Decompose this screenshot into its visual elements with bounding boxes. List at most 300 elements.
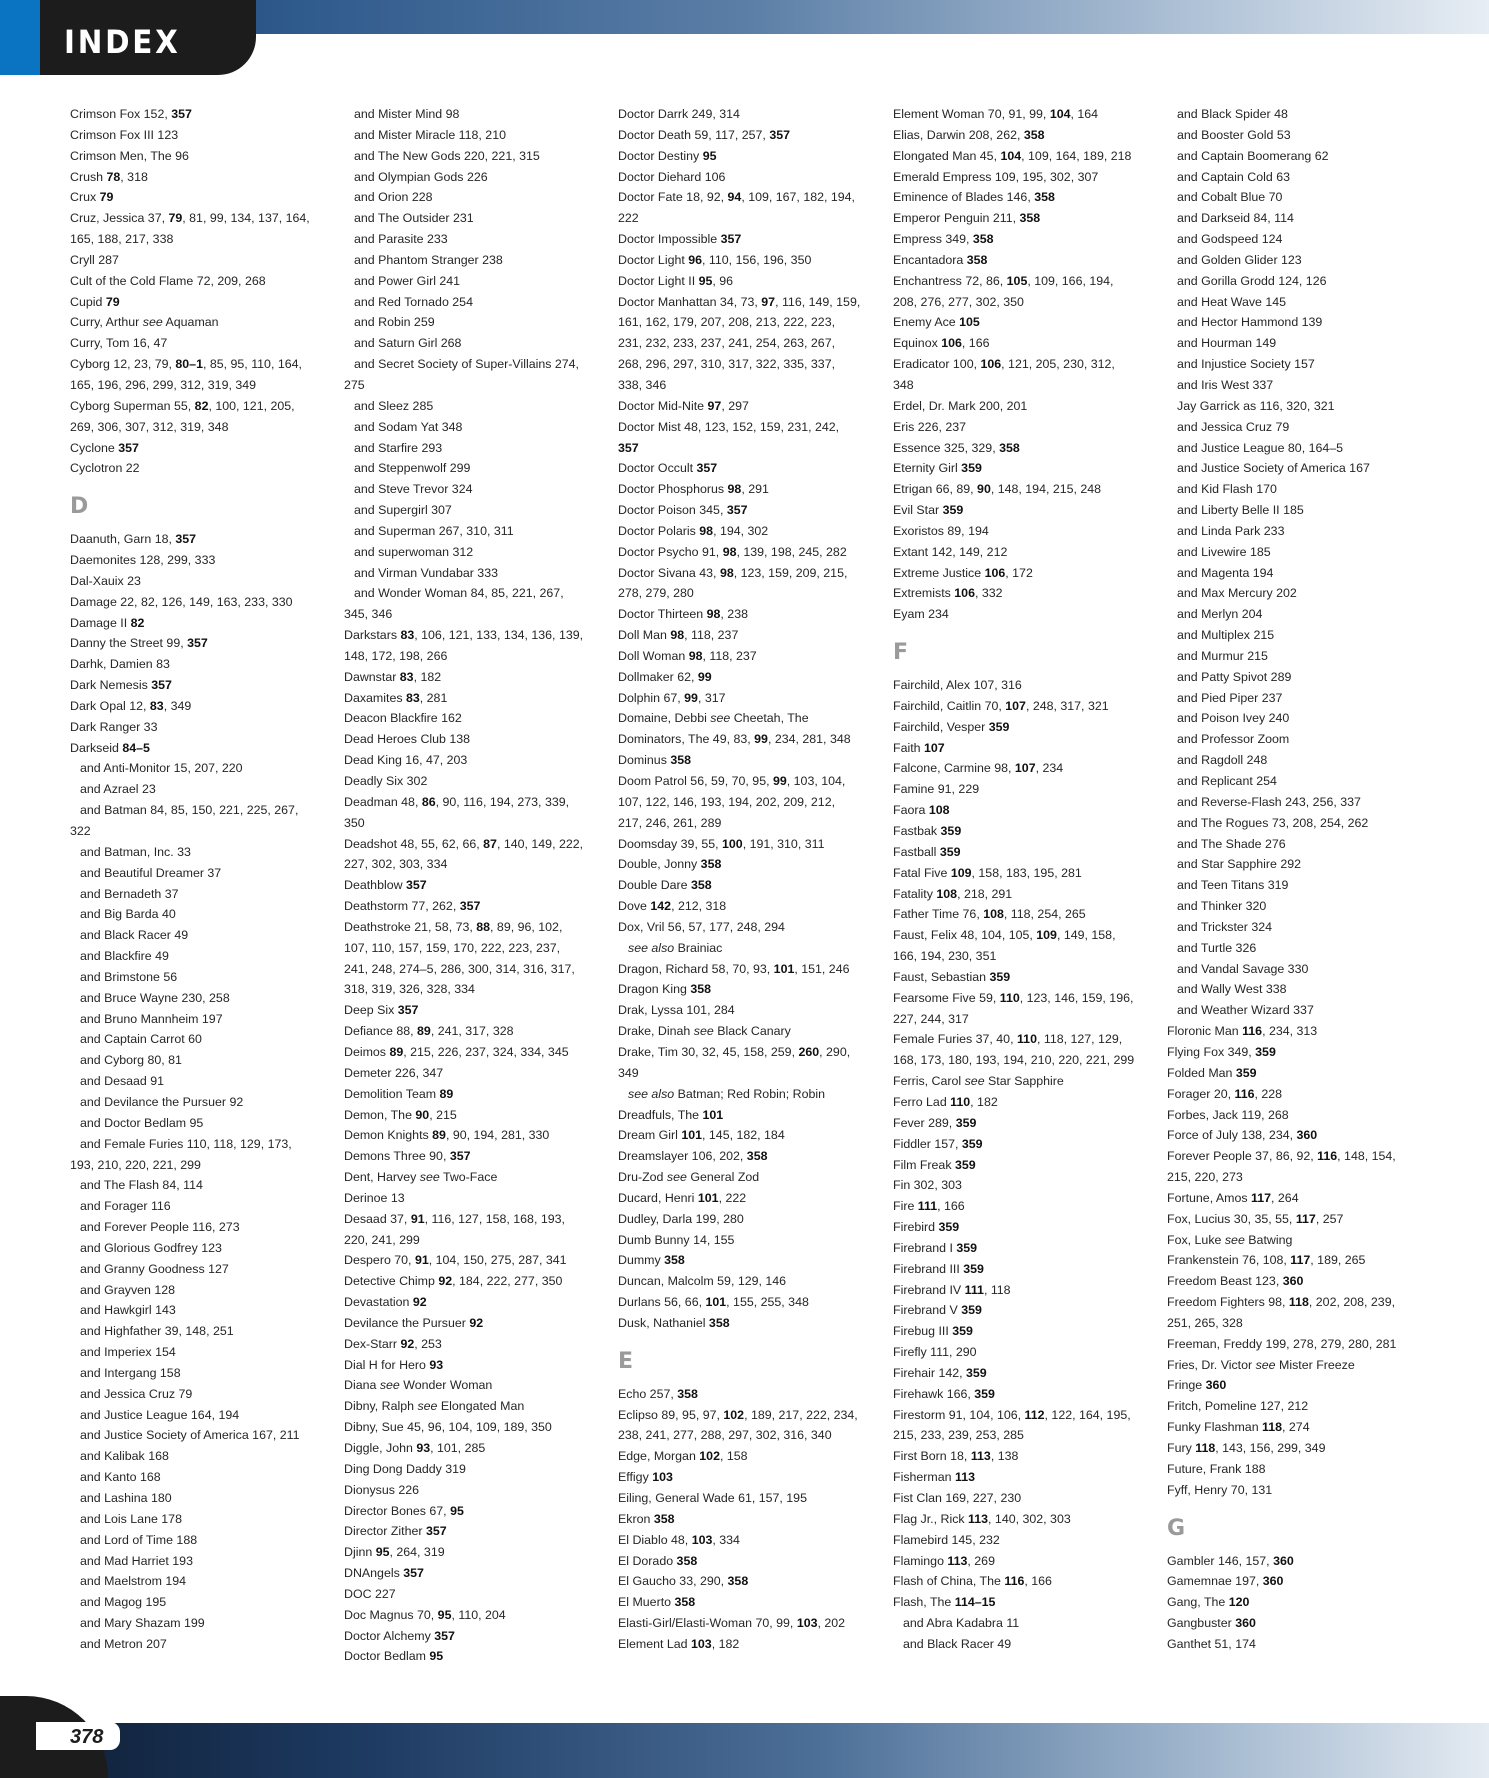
index-column-4 <box>893 104 1155 1655</box>
index-subentry: and Bernadeth 37 <box>80 886 179 901</box>
index-entry: Doctor Destiny 95 <box>618 148 717 163</box>
index-entry: Fortune, Amos 117, 264 <box>1167 1190 1299 1205</box>
index-entry: Firefly 111, 290 <box>893 1345 977 1360</box>
index-entry-continued: 357 <box>618 440 639 455</box>
index-entry: Dominus 358 <box>618 753 692 768</box>
index-entry: Despero 70, 91, 104, 150, 275, 287, 341 <box>344 1253 567 1268</box>
index-subentry: and Superman 267, 310, 311 <box>354 523 514 538</box>
index-entry: Doctor Sivana 43, 98, 123, 159, 209, 215, <box>618 565 848 580</box>
index-subentry: and Mad Harriet 193 <box>80 1553 193 1568</box>
index-entry: Extreme Justice 106, 172 <box>893 565 1033 580</box>
index-entry: Flash of China, The 116, 166 <box>893 1574 1052 1589</box>
index-entry: Dent, Harvey see Two-Face <box>344 1170 498 1185</box>
index-entry: Father Time 76, 108, 118, 254, 265 <box>893 907 1086 922</box>
index-subentry: Jay Garrick as 116, 320, 321 <box>1177 398 1335 413</box>
index-entry-continued: 165, 196, 296, 299, 312, 319, 349 <box>70 377 257 392</box>
index-subentry: and Steppenwolf 299 <box>354 461 471 476</box>
index-entry: Fist Clan 169, 227, 230 <box>893 1491 1022 1505</box>
index-subentry: and Poison Ivey 240 <box>1177 711 1290 726</box>
index-entry: Fringe 360 <box>1167 1378 1227 1393</box>
index-entry-continued: 166, 194, 230, 351 <box>893 949 997 964</box>
section-gap <box>618 1334 880 1347</box>
index-entry-continued: 208, 276, 277, 302, 350 <box>893 294 1024 309</box>
index-subentry: and Desaad 91 <box>80 1074 165 1089</box>
section-letter: F <box>893 640 909 666</box>
index-entry: Darhk, Damien 83 <box>70 657 170 672</box>
index-entry: Freedom Beast 123, 360 <box>1167 1274 1304 1289</box>
index-entry: Dolphin 67, 99, 317 <box>618 690 726 705</box>
index-subentry: and Murmur 215 <box>1177 648 1268 663</box>
index-entry: Flag Jr., Rick 113, 140, 302, 303 <box>893 1511 1071 1526</box>
index-entry-continued: 345, 346 <box>344 607 393 622</box>
section-gap <box>70 479 332 492</box>
index-subentry: and Forever People 116, 273 <box>80 1220 240 1235</box>
index-entry: Dudley, Darla 199, 280 <box>618 1211 744 1226</box>
index-entry: Fury 118, 143, 156, 299, 349 <box>1167 1441 1326 1455</box>
index-entry: Drak, Lyssa 101, 284 <box>618 1003 735 1018</box>
index-entry: Drake, Tim 30, 32, 45, 158, 259, 260, 290, <box>618 1044 851 1059</box>
section-letter: D <box>70 494 89 520</box>
index-entry: Dial H for Hero 93 <box>344 1357 444 1372</box>
section-letter: G <box>1167 1515 1186 1541</box>
index-entry: Devilance the Pursuer 92 <box>344 1315 484 1330</box>
index-entry: Doctor Impossible 357 <box>618 232 742 247</box>
index-entry: Flamingo 113, 269 <box>893 1553 995 1568</box>
index-entry: Doctor Bedlam 95 <box>344 1649 444 1664</box>
index-entry: Cult of the Cold Flame 72, 209, 268 <box>70 273 266 288</box>
index-entry: Defiance 88, 89, 241, 317, 328 <box>344 1024 514 1039</box>
index-entry: Extremists 106, 332 <box>893 586 1003 601</box>
index-entry: Crimson Fox 152, 357 <box>70 107 192 121</box>
index-entry: Djinn 95, 264, 319 <box>344 1545 445 1560</box>
index-subentry: and Kalibak 168 <box>80 1449 169 1464</box>
index-entry-continued: 227, 302, 303, 334 <box>344 857 448 872</box>
index-entry: Etrigan 66, 89, 90, 148, 194, 215, 248 <box>893 482 1102 497</box>
index-entry: Firehair 142, 359 <box>893 1365 987 1380</box>
index-entry: Flamebird 145, 232 <box>893 1532 1000 1547</box>
index-entry: Film Freak 359 <box>893 1157 976 1172</box>
index-entry: Eminence of Blades 146, 358 <box>893 190 1055 205</box>
index-entry: Deadly Six 302 <box>344 774 428 788</box>
index-subentry: and Mister Miracle 118, 210 <box>354 127 506 142</box>
index-entry: Doctor Darrk 249, 314 <box>618 107 740 121</box>
index-entry-continued: 322 <box>70 824 91 838</box>
index-entry: Doctor Mist 48, 123, 152, 159, 231, 242, <box>618 419 840 434</box>
index-entry: Doctor Light II 95, 96 <box>618 273 734 288</box>
index-entry: Doomsday 39, 55, 100, 191, 310, 311 <box>618 836 825 851</box>
index-subentry: and Big Barda 40 <box>80 907 176 922</box>
index-entry: Enemy Ace 105 <box>893 315 980 330</box>
index-entry: Deathstorm 77, 262, 357 <box>344 899 481 914</box>
index-subentry: and Sodam Yat 348 <box>354 419 463 434</box>
index-subentry: and Max Mercury 202 <box>1177 586 1297 601</box>
index-entry-continued: 148, 172, 198, 266 <box>344 648 448 663</box>
index-entry: DNAngels 357 <box>344 1566 424 1581</box>
index-entry: Dal-Xauix 23 <box>70 573 141 588</box>
index-entry: Erdel, Dr. Mark 200, 201 <box>893 398 1028 413</box>
index-entry: Durlans 56, 66, 101, 155, 255, 348 <box>618 1295 809 1310</box>
index-entry: Damage II 82 <box>70 615 145 630</box>
index-entry: Cruz, Jessica 37, 79, 81, 99, 134, 137, 164, <box>70 211 310 226</box>
index-entry: Deadman 48, 86, 90, 116, 194, 273, 339, <box>344 794 570 809</box>
index-entry: Curry, Tom 16, 47 <box>70 336 168 351</box>
index-entry-continued: 349 <box>618 1065 639 1080</box>
index-entry: Frankenstein 76, 108, 117, 189, 265 <box>1167 1253 1366 1268</box>
index-entry: Equinox 106, 166 <box>893 336 990 351</box>
index-entry: Deathstroke 21, 58, 73, 88, 89, 96, 102, <box>344 919 563 934</box>
index-subentry: and Red Tornado 254 <box>354 294 473 309</box>
index-entry: Dragon King 358 <box>618 982 712 997</box>
index-entry-continued: 215, 220, 273 <box>1167 1170 1243 1185</box>
index-subentry: and Bruce Wayne 230, 258 <box>80 990 230 1005</box>
index-entry-continued: 168, 173, 180, 193, 194, 210, 220, 221, 299 <box>893 1053 1135 1068</box>
index-entry: Faust, Felix 48, 104, 105, 109, 149, 158, <box>893 928 1116 943</box>
index-subentry: and Black Racer 49 <box>903 1636 1012 1651</box>
index-subentry: and Steve Trevor 324 <box>354 482 473 497</box>
index-entry: Eris 226, 237 <box>893 419 967 434</box>
index-subentry: and Star Sapphire 292 <box>1177 857 1301 872</box>
index-entry: Faith 107 <box>893 740 945 755</box>
index-subentry: and Brimstone 56 <box>80 969 178 984</box>
index-entry: Fisherman 113 <box>893 1470 975 1485</box>
index-entry: Director Bones 67, 95 <box>344 1503 464 1518</box>
index-entry: Cyborg Superman 55, 82, 100, 121, 205, <box>70 398 295 413</box>
index-subentry: and Ragdoll 248 <box>1177 753 1268 768</box>
index-entry: Firebird 359 <box>893 1220 960 1235</box>
index-subentry: and Power Girl 241 <box>354 273 461 288</box>
index-entry: Dummy 358 <box>618 1253 685 1268</box>
index-column-3 <box>618 104 880 1655</box>
index-subentry: and Darkseid 84, 114 <box>1177 211 1294 226</box>
index-entry: Ferro Lad 110, 182 <box>893 1094 998 1109</box>
index-entry: Dark Ranger 33 <box>70 719 158 734</box>
index-subentry: and Mister Mind 98 <box>354 107 460 121</box>
section-gap <box>1167 1501 1429 1514</box>
index-subentry: and Azrael 23 <box>80 782 156 797</box>
index-entry: Cryll 287 <box>70 252 119 267</box>
index-subentry: and Godspeed 124 <box>1177 232 1283 247</box>
index-entry-continued: 269, 306, 307, 312, 319, 348 <box>70 419 229 434</box>
index-entry: Freedom Fighters 98, 118, 202, 208, 239, <box>1167 1295 1396 1310</box>
index-subentry: and Glorious Godfrey 123 <box>80 1240 222 1255</box>
index-subentry: and Replicant 254 <box>1177 774 1277 788</box>
index-subentry: and Booster Gold 53 <box>1177 127 1291 142</box>
index-entry: Doc Magnus 70, 95, 110, 204 <box>344 1607 506 1622</box>
index-entry: Doctor Fate 18, 92, 94, 109, 167, 182, 194, <box>618 190 855 205</box>
index-subentry: and The Rogues 73, 208, 254, 262 <box>1177 815 1369 830</box>
index-entry: Echo 257, 358 <box>618 1386 698 1401</box>
page-number: 378 <box>70 1726 104 1748</box>
index-subentry: and The Shade 276 <box>1177 836 1286 851</box>
index-entry-continued: 220, 241, 299 <box>344 1232 420 1247</box>
index-entry: Dreadfuls, The 101 <box>618 1107 724 1122</box>
index-entry: Doom Patrol 56, 59, 70, 95, 99, 103, 104, <box>618 774 846 788</box>
index-entry: Eradicator 100, 106, 121, 205, 230, 312, <box>893 357 1115 372</box>
index-entry: Dark Nemesis 357 <box>70 678 172 693</box>
index-entry: Floronic Man 116, 234, 313 <box>1167 1024 1318 1039</box>
index-subentry: and Lois Lane 178 <box>80 1511 182 1526</box>
index-subentry: and Magog 195 <box>80 1595 167 1610</box>
index-entry: Doctor Thirteen 98, 238 <box>618 607 748 622</box>
index-subentry: and Patty Spivot 289 <box>1177 669 1292 684</box>
index-entry-continued: 350 <box>344 815 365 830</box>
index-entry: Ferris, Carol see Star Sapphire <box>893 1074 1064 1089</box>
index-column-2 <box>344 104 606 1667</box>
index-entry: Double, Jonny 358 <box>618 857 722 872</box>
index-subentry: and Multiplex 215 <box>1177 628 1275 643</box>
index-entry: Firehawk 166, 359 <box>893 1386 995 1401</box>
index-subentry: and Anti-Monitor 15, 207, 220 <box>80 761 243 776</box>
index-subentry: and Forager 116 <box>80 1199 171 1214</box>
index-entry: Future, Frank 188 <box>1167 1461 1266 1476</box>
index-subentry: and Vandal Savage 330 <box>1177 961 1309 976</box>
index-entry: Fyff, Henry 70, 131 <box>1167 1482 1273 1497</box>
index-entry: DOC 227 <box>344 1586 396 1601</box>
index-entry: Empress 349, 358 <box>893 232 994 247</box>
index-subentry: and The Flash 84, 114 <box>80 1178 203 1193</box>
index-entry: Dru-Zod see General Zod <box>618 1170 760 1185</box>
index-entry: Damage 22, 82, 126, 149, 163, 233, 330 <box>70 594 293 609</box>
index-entry: Eclipso 89, 95, 97, 102, 189, 217, 222, 234, <box>618 1407 858 1422</box>
index-entry-continued: 107, 122, 146, 193, 194, 202, 209, 212, <box>618 794 836 809</box>
index-entry: Emperor Penguin 211, 358 <box>893 211 1041 226</box>
index-entry: Cyclotron 22 <box>70 461 140 476</box>
index-subentry: and Blackfire 49 <box>80 949 169 964</box>
index-entry: First Born 18, 113, 138 <box>893 1449 1019 1464</box>
index-entry: Fire 111, 166 <box>893 1199 965 1214</box>
index-entry: Gangbuster 360 <box>1167 1616 1256 1631</box>
index-subentry: and Iris West 337 <box>1177 377 1274 392</box>
index-entry: Fever 289, 359 <box>893 1115 977 1130</box>
index-entry: Firestorm 91, 104, 106, 112, 122, 164, 195, <box>893 1407 1131 1422</box>
index-entry: Element Lad 103, 182 <box>618 1636 740 1651</box>
index-subentry: and Abra Kadabra 11 <box>903 1616 1020 1631</box>
index-entry: Doctor Phosphorus 98, 291 <box>618 482 769 497</box>
index-subentry: and The New Gods 220, 221, 315 <box>354 148 540 163</box>
index-subentry: and Jessica Cruz 79 <box>1177 419 1290 434</box>
index-entry-continued: 251, 265, 328 <box>1167 1315 1243 1330</box>
index-entry: Edge, Morgan 102, 158 <box>618 1449 748 1464</box>
index-entry: Doctor Diehard 106 <box>618 169 726 184</box>
index-entry: Firebrand IV 111, 118 <box>893 1282 1011 1297</box>
index-entry: Dawnstar 83, 182 <box>344 669 442 684</box>
index-entry: El Gaucho 33, 290, 358 <box>618 1574 749 1589</box>
index-entry: Ding Dong Daddy 319 <box>344 1461 466 1476</box>
index-entry-continued: 268, 296, 297, 310, 317, 322, 335, 337, <box>618 357 836 372</box>
index-entry: Doctor Poison 345, 357 <box>618 503 748 518</box>
index-entry: Firebrand I 359 <box>893 1240 978 1255</box>
index-entry-continued: 275 <box>344 377 365 392</box>
section-letter: E <box>618 1348 634 1374</box>
index-subentry: and The Outsider 231 <box>354 211 474 226</box>
index-subentry: and Batman, Inc. 33 <box>80 844 191 859</box>
index-subentry: and Hector Hammond 139 <box>1177 315 1323 330</box>
index-entry: Freeman, Freddy 199, 278, 279, 280, 281 <box>1167 1336 1397 1351</box>
index-subentry: and Granny Goodness 127 <box>80 1261 229 1276</box>
index-entry: Dark Opal 12, 83, 349 <box>70 698 192 713</box>
index-entry: Drake, Dinah see Black Canary <box>618 1024 791 1039</box>
index-subentry: and Intergang 158 <box>80 1365 181 1380</box>
index-entry-continued: 338, 346 <box>618 377 667 392</box>
index-entry: Flash, The 114–15 <box>893 1595 996 1610</box>
index-entry: Demon, The 90, 215 <box>344 1107 457 1122</box>
index-entry: Fox, Luke see Batwing <box>1167 1232 1293 1247</box>
index-subentry: and Merlyn 204 <box>1177 607 1263 622</box>
index-subentry: and Virman Vundabar 333 <box>354 565 498 580</box>
index-entry: Dream Girl 101, 145, 182, 184 <box>618 1128 785 1143</box>
index-subentry: and Secret Society of Super-Villains 274, <box>354 357 579 372</box>
index-entry: Deimos 89, 215, 226, 237, 324, 334, 345 <box>344 1044 569 1059</box>
index-subentry: and Justice Society of America 167 <box>1177 461 1370 476</box>
index-subentry: and Parasite 233 <box>354 232 448 247</box>
index-subentry: and Hourman 149 <box>1177 336 1277 351</box>
index-entry-continued: 238, 241, 277, 288, 297, 302, 316, 340 <box>618 1428 832 1443</box>
index-subentry: and Justice League 80, 164–5 <box>1177 440 1344 455</box>
index-subentry: and Lord of Time 188 <box>80 1532 198 1547</box>
index-entry: Fastball 359 <box>893 844 961 859</box>
index-subentry: and Professor Zoom <box>1177 732 1290 747</box>
index-entry: Doctor Mid-Nite 97, 297 <box>618 398 749 413</box>
index-entry: Dead Heroes Club 138 <box>344 732 471 747</box>
index-entry: Deep Six 357 <box>344 1003 419 1018</box>
index-entry: Fox, Lucius 30, 35, 55, 117, 257 <box>1167 1211 1344 1226</box>
index-entry: Flying Fox 349, 359 <box>1167 1044 1276 1059</box>
index-entry: Duncan, Malcolm 59, 129, 146 <box>618 1274 787 1289</box>
index-entry: Director Zither 357 <box>344 1524 447 1539</box>
index-subentry: and Golden Glider 123 <box>1177 252 1302 267</box>
index-entry: Essence 325, 329, 358 <box>893 440 1020 455</box>
index-entry: El Muerto 358 <box>618 1595 696 1610</box>
index-entry-continued: 318, 319, 326, 328, 334 <box>344 982 475 997</box>
index-entry: Diggle, John 93, 101, 285 <box>344 1441 486 1455</box>
index-entry: Fairchild, Alex 107, 316 <box>893 678 1022 693</box>
index-entry: Daanuth, Garn 18, 357 <box>70 532 197 547</box>
index-entry: Firebrand V 359 <box>893 1303 982 1318</box>
index-entry: Deathblow 357 <box>344 878 427 893</box>
index-entry: Doll Woman 98, 118, 237 <box>618 648 757 663</box>
index-subentry: and Livewire 185 <box>1177 544 1271 559</box>
index-entry: Crux 79 <box>70 190 114 205</box>
index-entry: Dollmaker 62, 99 <box>618 669 712 684</box>
index-entry: Dragon, Richard 58, 70, 93, 101, 151, 246 <box>618 961 850 976</box>
index-entry: Crimson Men, The 96 <box>70 148 189 163</box>
index-subentry: and Beautiful Dreamer 37 <box>80 865 222 880</box>
index-entry: Force of July 138, 234, 360 <box>1167 1128 1318 1143</box>
index-subentry: and Linda Park 233 <box>1177 523 1285 538</box>
index-entry: Gang, The 120 <box>1167 1595 1250 1610</box>
index-subentry: and Doctor Bedlam 95 <box>80 1115 204 1130</box>
index-entry: Firebug III 359 <box>893 1324 973 1339</box>
index-entry: Dreamslayer 106, 202, 358 <box>618 1149 768 1164</box>
index-entry: Firebrand III 359 <box>893 1261 984 1276</box>
index-entry: Emerald Empress 109, 195, 302, 307 <box>893 169 1099 184</box>
index-subentry: and Wonder Woman 84, 85, 221, 267, <box>354 586 564 601</box>
index-subentry: and Wally West 338 <box>1177 982 1287 997</box>
index-entry: Doctor Occult 357 <box>618 461 718 476</box>
index-subentry: see also Batman; Red Robin; Robin <box>628 1086 825 1101</box>
index-column-1 <box>70 104 332 1655</box>
index-entry: Curry, Arthur see Aquaman <box>70 315 219 330</box>
index-entry-continued: 165, 188, 217, 338 <box>70 232 174 247</box>
index-entry: Demons Three 90, 357 <box>344 1149 471 1164</box>
index-subentry: and Black Racer 49 <box>80 928 189 943</box>
index-entry-continued: 348 <box>893 377 914 392</box>
index-subentry: and Olympian Gods 226 <box>354 169 488 184</box>
index-subentry: and Orion 228 <box>354 190 433 205</box>
index-subentry: and Highfather 39, 148, 251 <box>80 1324 234 1339</box>
index-subentry: and Metron 207 <box>80 1636 167 1651</box>
index-entry: Dominators, The 49, 83, 99, 234, 281, 348 <box>618 732 851 747</box>
index-entry-continued: 241, 248, 274–5, 286, 300, 314, 316, 317, <box>344 961 575 976</box>
index-entry: Ekron 358 <box>618 1511 675 1526</box>
index-subentry: and Devilance the Pursuer 92 <box>80 1094 244 1109</box>
index-subentry: and Maelstrom 194 <box>80 1574 187 1589</box>
index-entry: Faust, Sebastian 359 <box>893 969 1011 984</box>
index-entry: Fatality 108, 218, 291 <box>893 886 1013 901</box>
index-entry: Crimson Fox III 123 <box>70 127 179 142</box>
index-entry-continued: 161, 162, 179, 207, 208, 213, 222, 223, <box>618 315 836 330</box>
index-entry-continued: 107, 110, 157, 159, 170, 222, 223, 237, <box>344 940 561 955</box>
index-subentry: and Justice League 164, 194 <box>80 1407 240 1422</box>
footer-bar <box>0 1723 1489 1778</box>
index-subentry: and Robin 259 <box>354 315 435 330</box>
index-entry: Eternity Girl 359 <box>893 461 982 476</box>
index-entry: Famine 91, 229 <box>893 782 980 797</box>
index-entry: Evil Star 359 <box>893 503 964 518</box>
index-subentry: and superwoman 312 <box>354 544 474 559</box>
index-entry: Elasti-Girl/Elasti-Woman 70, 99, 103, 202 <box>618 1616 846 1631</box>
index-entry: Dumb Bunny 14, 155 <box>618 1232 735 1247</box>
index-entry: Dibny, Ralph see Elongated Man <box>344 1399 525 1414</box>
index-entry-continued: 231, 232, 233, 237, 241, 254, 263, 267, <box>618 336 836 351</box>
index-subentry: and Female Furies 110, 118, 129, 173, <box>80 1136 292 1151</box>
index-subentry: and Turtle 326 <box>1177 940 1257 955</box>
index-entry: Fin 302, 303 <box>893 1178 962 1193</box>
index-entry: Dex-Starr 92, 253 <box>344 1336 442 1351</box>
index-entry: Elias, Darwin 208, 262, 358 <box>893 127 1045 142</box>
index-entry: Gamemnae 197, 360 <box>1167 1574 1284 1589</box>
index-entry: Diana see Wonder Woman <box>344 1378 493 1393</box>
index-entry: Demeter 226, 347 <box>344 1065 444 1080</box>
index-entry: El Dorado 358 <box>618 1553 698 1568</box>
index-entry: Encantadora 358 <box>893 252 988 267</box>
index-subentry: and Batman 84, 85, 150, 221, 225, 267, <box>80 803 299 818</box>
index-entry: Demon Knights 89, 90, 194, 281, 330 <box>344 1128 550 1143</box>
index-entry: Domaine, Debbi see Cheetah, The <box>618 711 809 726</box>
index-entry: Double Dare 358 <box>618 878 712 893</box>
index-entry: Fairchild, Vesper 359 <box>893 719 1010 734</box>
index-subentry: and Captain Boomerang 62 <box>1177 148 1329 163</box>
index-subentry: and Cobalt Blue 70 <box>1177 190 1283 205</box>
header-accent <box>0 0 40 75</box>
index-entry: Doctor Light 96, 110, 156, 196, 350 <box>618 252 812 267</box>
index-entry-continued: 215, 233, 239, 253, 285 <box>893 1428 1024 1443</box>
index-entry: Fritch, Pomeline 127, 212 <box>1167 1399 1309 1414</box>
index-subentry: and Sleez 285 <box>354 398 434 413</box>
index-subentry: and Justice Society of America 167, 211 <box>80 1428 300 1443</box>
index-entry-continued: 278, 279, 280 <box>618 586 694 601</box>
index-entry: Demolition Team 89 <box>344 1086 454 1101</box>
index-entry: Darkstars 83, 106, 121, 133, 134, 136, 139, <box>344 628 584 643</box>
index-subentry: and Starfire 293 <box>354 440 443 455</box>
index-entry: Desaad 37, 91, 116, 127, 158, 168, 193, <box>344 1211 565 1226</box>
index-entry: Doctor Alchemy 357 <box>344 1628 455 1643</box>
index-entry: Fiddler 157, 359 <box>893 1136 983 1151</box>
index-entry-continued: 222 <box>618 211 639 226</box>
index-entry: Cyborg 12, 23, 79, 80–1, 85, 95, 110, 164, <box>70 357 302 372</box>
index-entry: Daxamites 83, 281 <box>344 690 448 705</box>
index-entry: Dionysus 226 <box>344 1482 420 1497</box>
